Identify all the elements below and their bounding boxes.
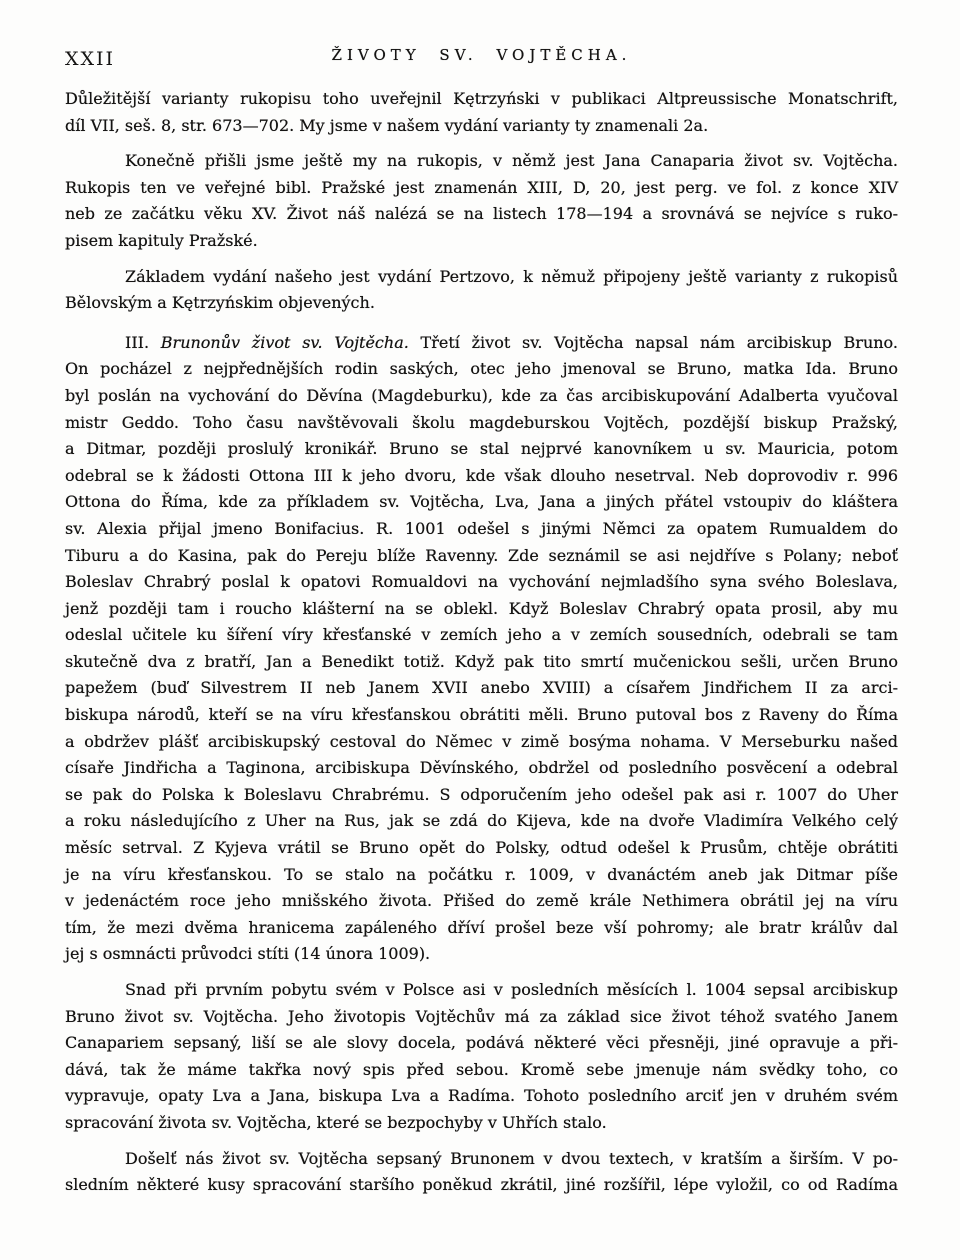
paragraph	[65, 977, 898, 1137]
text-line: Bruno život sv. Vojtěcha. Jeho životopis Vojtěchův má za základ sice život téhož svatého Janem	[65, 1006, 898, 1026]
text-line: jenž později tam i roucho klášterní na se oblekl. Když Boleslav Chrabrý opata prosil, aby mu	[65, 598, 898, 618]
paragraph	[65, 264, 898, 317]
text-line: Canapariem sepsaný, liší se ale slovy docela, podává některé věci přesněji, jiné opravuje a při-	[65, 1033, 898, 1053]
text-segment: III.	[125, 332, 161, 352]
text-line: Bělovským a Kętrzyńskim objevených.	[65, 293, 375, 313]
text-line: tím, že mezi dvěma hranicema zapáleného dříví prošel beze vší pohromy; ale bratr králův dal	[65, 917, 898, 937]
text-line: Konečně přišli jsme ještě my na rukopis, v němž jest Jana Canaparia život sv. Vojtěcha.	[125, 151, 898, 171]
text-line: byl poslán na vychování do Děvína (Magdeburku), kde za čas arcibiskupování Adalberta vyučoval	[65, 385, 898, 405]
text-line: Boleslav Chrabrý poslal k opatovi Romualdovi na vychování nejmladšího syna svého Boleslava,	[65, 572, 898, 592]
text-line	[65, 330, 898, 357]
text-line: spracování života sv. Vojtěcha, které se bezpochyby v Uhřích stalo.	[65, 1112, 607, 1132]
text-line: odebral se k žádosti Ottona III k jeho dvoru, kde však dlouho nesetrval. Neb doprovodiv r. 996	[65, 465, 898, 485]
text-line: dává, tak že máme takřka nový spis před sebou. Kromě sebe jmenuje nám svědky toho, co	[65, 1059, 898, 1079]
text-line: měsíc setrval. Z Kyjeva vrátil se Bruno opět do Polsky, odtud odešel k Prusům, chtěje obrátiti	[65, 838, 898, 858]
text-line: je na víru křesťanskou. To se stalo na počátku r. 1009, v dvanáctém aneb jak Ditmar píše	[65, 864, 898, 884]
text-line: a Ditmar, později proslulý kronikář. Bruno se stal nejprvé kanovníkem u sv. Mauricia, potom	[65, 439, 898, 459]
text-line: odeslal učitele ku šíření víry křesťanské v zemích jeho a v zemích sousedních, odebrali se tam	[65, 625, 898, 645]
text-line: díl VII, seš. 8, str. 673—702. My jsme v našem vydání varianty ty znamenali 2a.	[65, 115, 709, 135]
text-line: se pak do Polska k Boleslavu Chrabrému. S odporučením jeho odešel pak asi r. 1007 do Uher	[65, 784, 898, 804]
running-header	[65, 46, 898, 72]
paragraph	[65, 1146, 898, 1199]
text-line: jej s osmnácti průvodci stíti (14 února 1009).	[65, 944, 431, 964]
text-line: a roku následujícího z Uher na Rus, jak se zdá do Kijeva, kde na dvoře Vladimíra Velkého celý	[65, 811, 898, 831]
text-line: mistr Geddo. Toho času navštěvovali školu magdeburskou Vojtěch, pozdější biskup Pražský,	[65, 412, 898, 432]
text-line: Důležitější varianty rukopisu toho uveřejnil Kętrzyński v publikaci Altpreussische Monatschrift,	[65, 89, 898, 108]
text-line: v jedenáctém roce jeho mnišského života. Přišed do země krále Nethimera obrátil jej na víru	[65, 891, 898, 911]
paragraph	[65, 330, 898, 968]
text-line: Tiburu a do Kasina, pak do Pereju blíže Ravenny. Zde seznámil se asi nejdříve s Polany; neboť	[65, 545, 898, 565]
text-line: neb ze začátku věku XV. Život náš nalézá se na listech 178—194 a srovnává se nejvíce s ruko-	[65, 204, 898, 224]
text-line: skutečně dva z bratří, Jan a Benedikt totiž. Když pak tito smrtí mučenickou sešli, určen Bruno	[65, 651, 898, 671]
running-title: ŽIVOTY SV. VOJTĚCHA.	[331, 46, 632, 64]
paragraph	[65, 148, 898, 254]
text-line: Došelť nás život sv. Vojtěcha sepsaný Brunonem v dvou textech, v kratším a širším. V po-	[125, 1148, 898, 1168]
text-block	[65, 86, 898, 1199]
paragraph	[65, 86, 898, 139]
text-line: sledním některé kusy spracování staršího poněkud zkrátil, jiné rozšířil, lépe vyložil, co od Radíma	[65, 1175, 898, 1195]
text-line: sv. Alexia přijal jmeno Bonifacius. R. 1001 odešel s jinými Němci za opatem Rumualdem do	[65, 518, 898, 538]
text-line: Snad při prvním pobytu svém v Polsce asi v posledních měsících l. 1004 sepsal arcibiskup	[125, 980, 898, 999]
text-line: a obdržev plášť arcibiskupský cestoval do Němec v zimě bosýma nohama. V Merseburku našed	[65, 731, 898, 751]
text-line: Rukopis ten ve veřejné bibl. Pražské jest znamenán XIII, D, 20, jest perg. ve fol. z konce XIV	[65, 177, 898, 197]
text-line: On pocházel z nejpřednějších rodin saských, otec jeho jmenoval se Bruno, matka Ida. Bruno	[65, 359, 898, 379]
text-line: biskupa národů, kteří se na víru křesťanskou obrátiti měli. Bruno putoval bos z Raveny do Říma	[65, 705, 898, 725]
text-line: Ottona do Říma, kde za příkladem sv. Vojtěcha, Lva, Jana a jiných přátel vstoupiv do kláštera	[65, 492, 898, 512]
text-segment: Třetí život sv. Vojtěcha napsal nám arcibiskup Bruno.	[408, 332, 898, 352]
page-number: XXII	[65, 48, 116, 70]
text-line: papežem (buď Silvestrem II neb Janem XVII anebo XVIII) a císařem Jindřichem II za arci-	[65, 678, 898, 698]
text-line: vypravuje, opaty Lva a Jana, biskupa Lva a Radíma. Tohoto posledního arciť jen v druhém svém	[65, 1086, 898, 1106]
section-title-italic: Brunonův život sv. Vojtěcha.	[160, 332, 409, 352]
text-line: pisem kapituly Pražské.	[65, 230, 258, 250]
text-line: Základem vydání našeho jest vydání Pertzovo, k němuž připojeny ještě varianty z rukopisů	[125, 266, 898, 286]
text-line: císaře Jindřicha a Taginona, arcibiskupa Děvínského, obdržel od posledního posvěcení a odebral	[65, 758, 898, 778]
